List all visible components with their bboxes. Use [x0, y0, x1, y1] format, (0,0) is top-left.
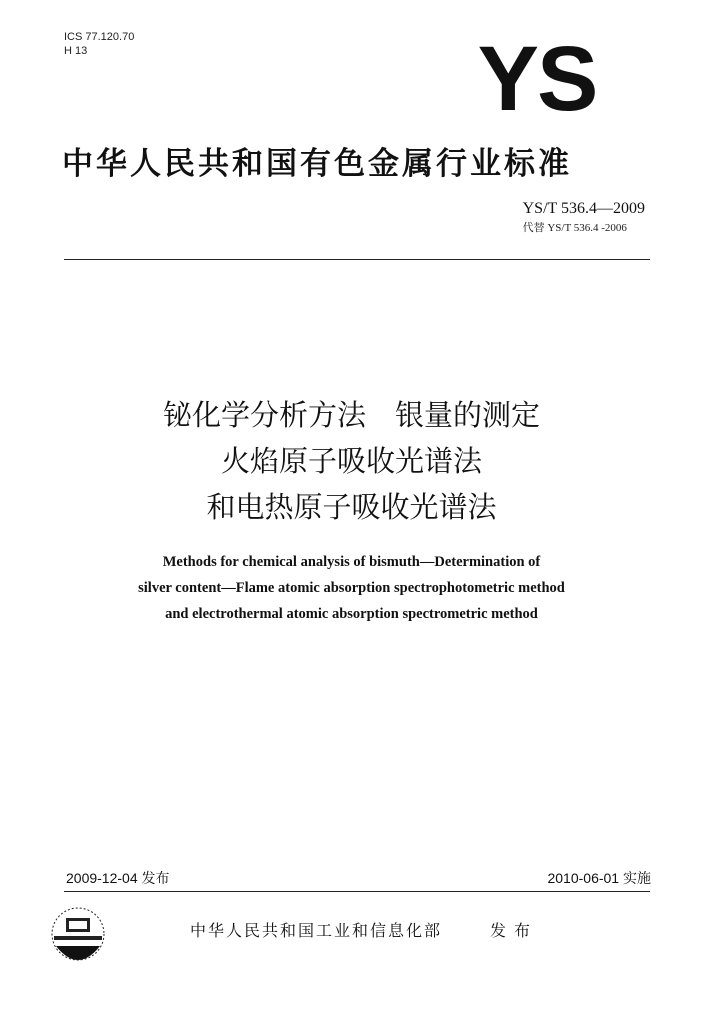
publish-label: 发布 — [490, 921, 539, 940]
chinese-title-line-2: 火焰原子吸收光谱法 — [220, 444, 482, 478]
chinese-title-line-3: 和电热原子吸收光谱法 — [206, 490, 497, 524]
english-title-line-2: silver content—Flame atomic absorption spectrophotometric method — [138, 580, 565, 596]
ys-logo-text: YS — [477, 36, 597, 116]
issuing-ministry: 中华人民共和国工业和信息化部 — [190, 921, 443, 940]
english-title — [0, 549, 703, 627]
footer-divider — [64, 891, 650, 892]
classification-codes — [64, 30, 134, 58]
ics-code: ICS 77.120.70 — [64, 31, 135, 43]
ys-logo — [462, 36, 612, 116]
english-title-line-1: Methods for chemical analysis of bismuth—Determination of — [162, 554, 541, 570]
header-divider — [64, 259, 650, 260]
chinese-title — [0, 392, 703, 530]
seal-emblem-icon — [40, 900, 116, 976]
issue-date: 2009-12-04 发布 — [66, 870, 170, 886]
english-title-line-3: and electrothermal atomic absorption spectrometric method — [165, 606, 538, 622]
ccs-code: H 13 — [64, 45, 88, 57]
standard-number-block — [523, 200, 645, 235]
implementation-date: 2010-06-01 实施 — [547, 870, 651, 886]
standard-number: YS/T 536.4—2009 — [522, 200, 645, 217]
replaces-standard: 代替 YS/T 536.4 -2006 — [522, 222, 627, 234]
chinese-title-line-1: 铋化学分析方法 银量的测定 — [162, 398, 540, 432]
industry-standard-title: 中华人民共和国有色金属行业标准 — [62, 146, 572, 182]
